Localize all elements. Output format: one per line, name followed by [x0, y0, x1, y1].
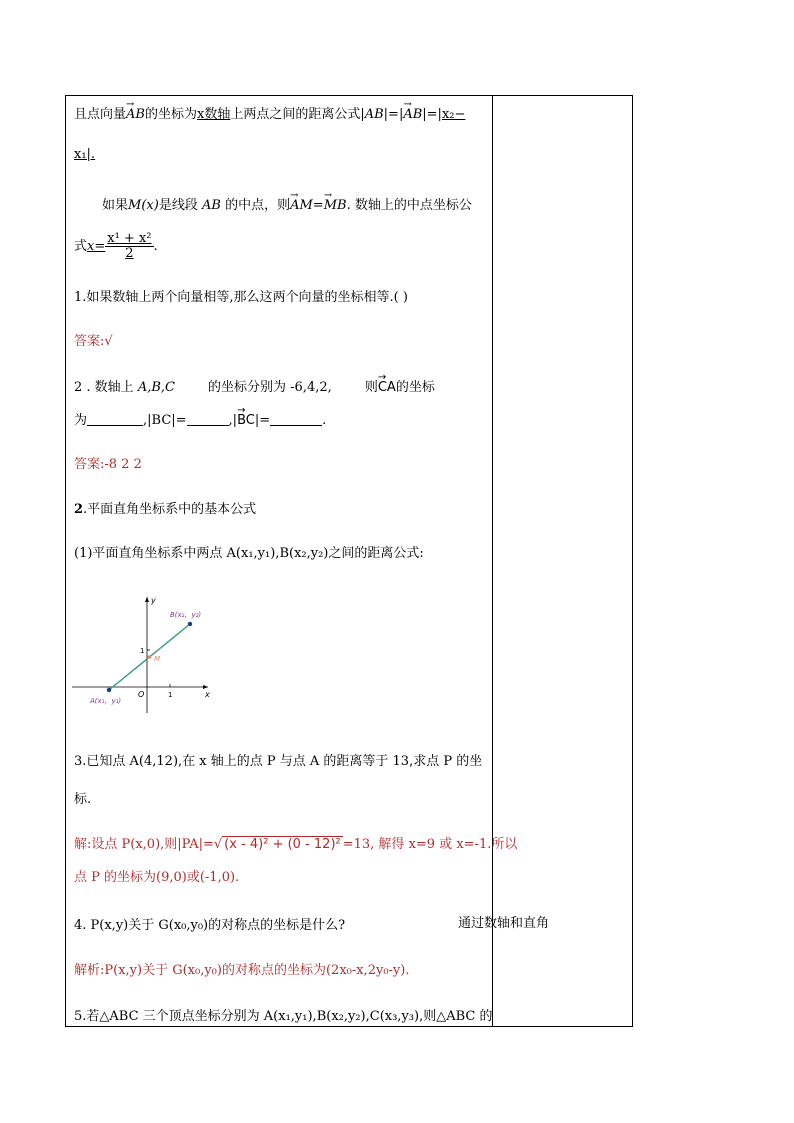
vector-ca: → CA [378, 380, 396, 396]
mid-x: x= [87, 239, 106, 254]
answer-blank-2[interactable] [187, 413, 229, 426]
label-origin: O [138, 690, 145, 699]
solution-3-line-1: 解:设点 P(x,0),则|PA|=√ (x - 4)² + (0 - 12)² =13, 解得 x=9 或 x=-1.所以 [74, 837, 518, 852]
sol3-text-b: =13, 解得 x=9 或 x=-1.所以 [342, 837, 518, 852]
midpoint-line-1 [102, 198, 472, 214]
vector-bc: → BC [237, 413, 255, 429]
lesson-table [65, 95, 633, 1027]
vector-am: → AM [290, 198, 313, 214]
coordinate-figure [72, 593, 222, 715]
label-x-axis: x [205, 690, 210, 699]
q2-text-h: |= [254, 413, 271, 428]
intro-line-1 [74, 107, 465, 123]
q2-text-c: 则 [364, 380, 378, 395]
column-divider [492, 96, 493, 1026]
vector-ab: → AB [126, 107, 145, 123]
q2-points: A,B,C [137, 380, 175, 395]
right-column-note: 通过数轴和直角 [458, 916, 550, 931]
intro-text-c: 上两点之间的距离公式| [230, 107, 365, 122]
section-2-number: 2 [74, 502, 84, 517]
label-a: A(x₁，y₁) [90, 697, 122, 705]
section-2-title: .平面直角坐标系中的基本公式 [83, 502, 257, 517]
question-3-line-1: 3.已知点 A(4,12),在 x 轴上的点 P 与点 A 的距离等于 13,求点 P 的坐 [74, 754, 483, 769]
point-a [107, 688, 111, 692]
sol3-radical: (x - 4)² + (0 - 12)² [224, 837, 341, 852]
intro-text-b: 的坐标为 [144, 107, 197, 122]
mid-text-c: 的中点，则 [225, 198, 291, 213]
fraction-numerator: x¹ + x² [107, 231, 152, 246]
q2-text-d: 的坐标 [395, 380, 435, 395]
question-5: 5.若△ABC 三个顶点坐标分别为 A(x₁,y₁),B(x₂,y₂),C(x₃,y₃),则△ABC 的 [74, 1009, 493, 1024]
y-axis-arrow [145, 597, 149, 602]
question-4: 4. P(x,y)关于 G(x₀,y₀)的对称点的坐标是什么? [74, 918, 346, 933]
intro-ab: AB [364, 107, 384, 122]
label-b: B(x₂，y₂) [170, 611, 202, 619]
label-m: M [154, 655, 161, 663]
answer-blank-1[interactable] [87, 413, 143, 426]
section-2-heading [74, 502, 256, 518]
solution-3-line-2: 点 P 的坐标为(9,0)或(-1,0). [74, 870, 240, 885]
q2-text-e: 为 [74, 413, 88, 428]
x-axis-arrow [203, 685, 208, 689]
label-y-axis: y [151, 596, 156, 605]
intro-underlined-b: x₂− [441, 107, 466, 122]
distance-formula-intro: (1)平面直角坐标系中两点 A(x₁,y₁),B(x₂,y₂)之间的距离公式: [74, 546, 424, 561]
fraction-denominator: 2 [125, 246, 134, 261]
intro-underlined-a: x数轴 [196, 107, 231, 122]
q2-text-f: ,|BC|= [143, 413, 187, 428]
mid-text-d: . 数轴上的中点坐标公 [346, 198, 472, 213]
question-3-line-2: 标. [74, 792, 92, 807]
intro-text-e: |=| [422, 107, 442, 122]
sol3-text-a: 解:设点 P(x,0),则|PA|= [74, 837, 214, 852]
tick-label-x1: 1 [168, 691, 173, 699]
mid-text-e: 式 [74, 239, 88, 254]
q2-text-a: 2 . 数轴上 [74, 380, 134, 395]
midpoint-fraction [105, 232, 153, 261]
mid-text-a: 如果 [102, 198, 129, 213]
q2-period: . [322, 413, 327, 428]
question-2-line-1 [74, 380, 435, 396]
vector-ab-2: → AB [403, 107, 422, 123]
answer-blank-3[interactable] [270, 413, 322, 426]
mid-equals: = [312, 198, 324, 213]
intro-line-2: x₁|. [74, 147, 96, 162]
mid-text-b: 是线段 [158, 198, 198, 213]
mid-m: M(x) [128, 198, 159, 213]
question-2-line-2 [74, 413, 326, 429]
mid-ab: AB [201, 198, 221, 213]
vector-mb: → MB [324, 198, 347, 214]
solution-4: 解析:P(x,y)关于 G(x₀,y₀)的对称点的坐标为(2x₀-x,2y₀-y). [74, 963, 410, 978]
point-b [188, 622, 192, 626]
mid-period: . [153, 239, 158, 254]
tick-label-y1: 1 [140, 647, 145, 655]
q2-text-g: ,| [228, 413, 238, 428]
answer-1: 答案:√ [74, 334, 113, 349]
midpoint-line-2 [74, 232, 158, 261]
question-1: 1.如果数轴上两个向量相等,那么这两个向量的坐标相等.( ) [74, 290, 408, 305]
intro-text-d: |=| [383, 107, 404, 122]
point-m [148, 655, 152, 659]
answer-2: 答案:-8 2 2 [74, 457, 142, 472]
intro-text-a: 且点向量 [74, 107, 127, 122]
q2-text-b: 的坐标分别为 -6,4,2, [208, 380, 332, 395]
